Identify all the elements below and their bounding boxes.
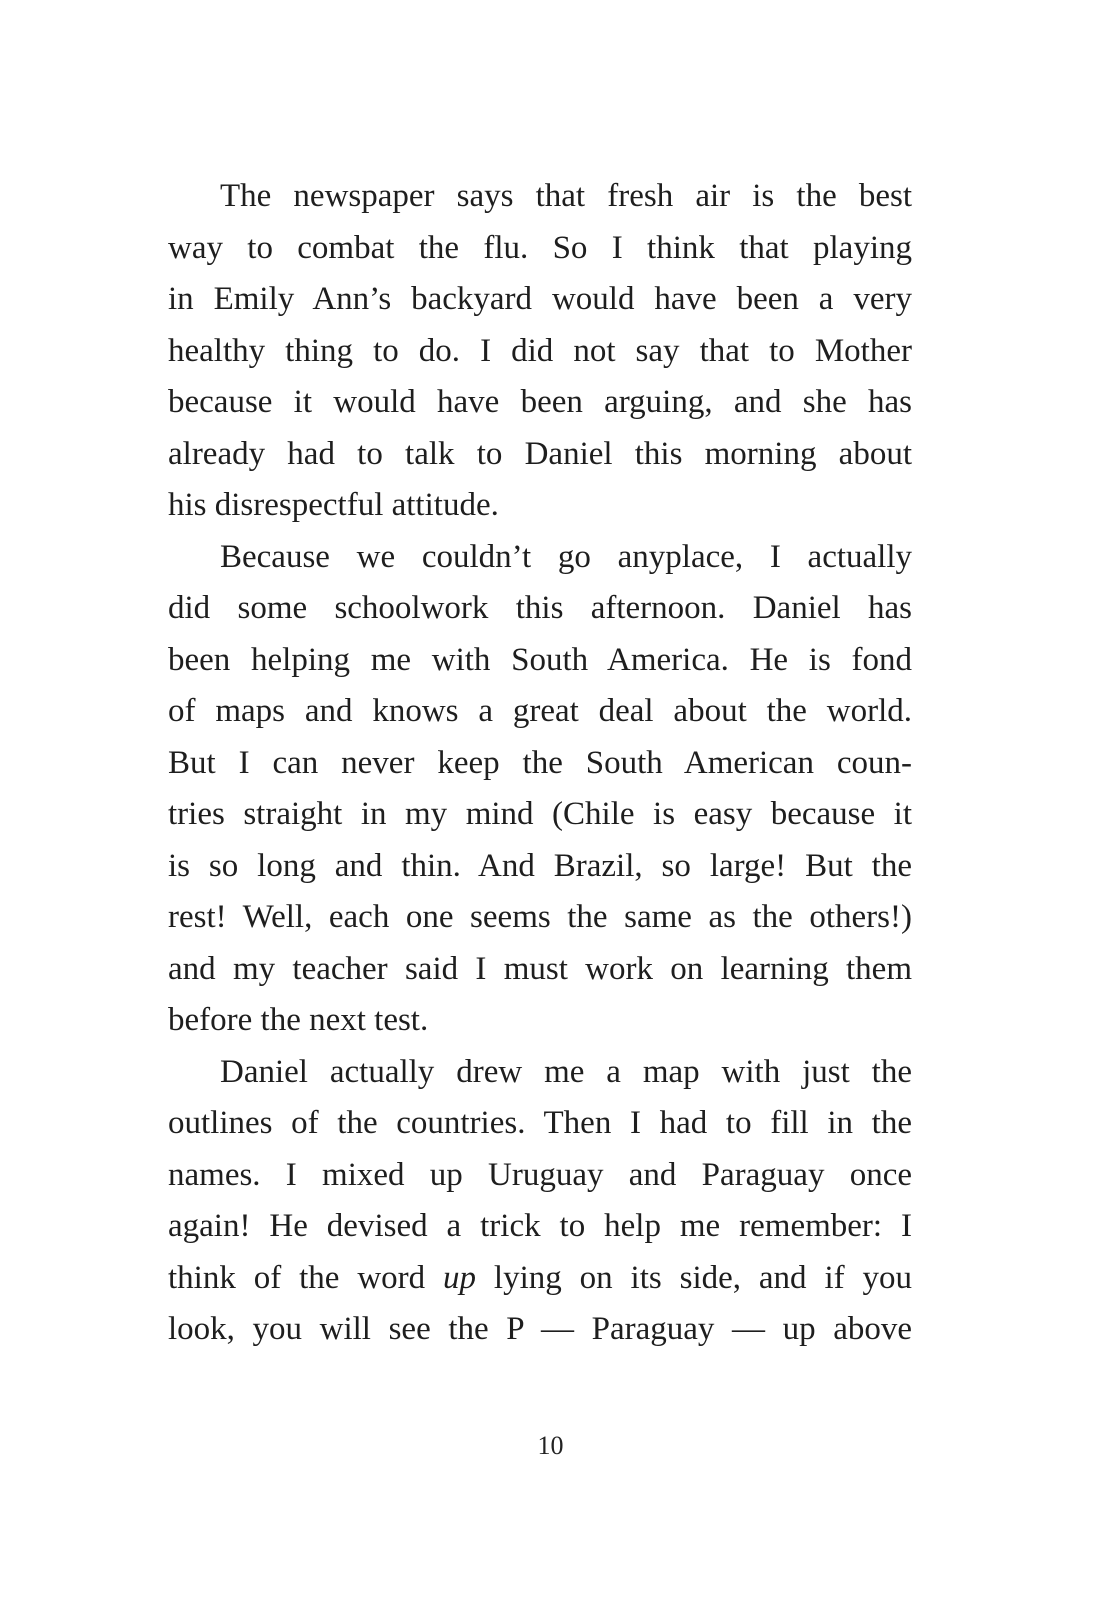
text-line: and my teacher said I must work on learning them [168,950,912,987]
text-line: before the next test. [168,1002,429,1038]
text-line: way to combat the flu. So I think that playing [168,229,912,266]
text-line: of maps and knows a great deal about the world. [168,693,912,729]
text-line: been helping me with South America. He is fond [168,641,912,678]
page-number: 10 [537,1431,564,1460]
text-line: look, you will see the P — Paraguay — up above [168,1311,912,1347]
text-line: healthy thing to do. I did not say that to Mother [168,332,912,369]
page-body [168,171,912,1356]
text-line: names. I mixed up Uruguay and Paraguay once [168,1156,912,1193]
text-line: rest! Well, each one seems the same as the others!) [168,899,912,935]
text-line: The newspaper says that fresh air is the best [220,178,912,214]
text-line: in Emily Ann’s backyard would have been a very [168,281,912,317]
text-line: Daniel actually drew me a map with just the [220,1053,912,1090]
text-line: outlines of the countries. Then I had to fill in the [168,1105,912,1141]
text-line: tries straight in my mind (Chile is easy because it [168,796,912,832]
text-line: Because we couldn’t go anyplace, I actually [220,538,912,575]
text-line: did some schoolwork this afternoon. Daniel has [168,590,912,626]
text-line: because it would have been arguing, and she has [168,384,912,420]
text-line: his disrespectful attitude. [168,487,499,523]
text-line: again! He devised a trick to help me remember: I [168,1208,912,1244]
text-line: is so long and thin. And Brazil, so large! But the [168,847,912,884]
text-line: already had to talk to Daniel this morning about [168,435,912,472]
text-line: think of the word up lying on its side, and if you [168,1259,912,1296]
text-line: But I can never keep the South American coun- [168,744,912,781]
